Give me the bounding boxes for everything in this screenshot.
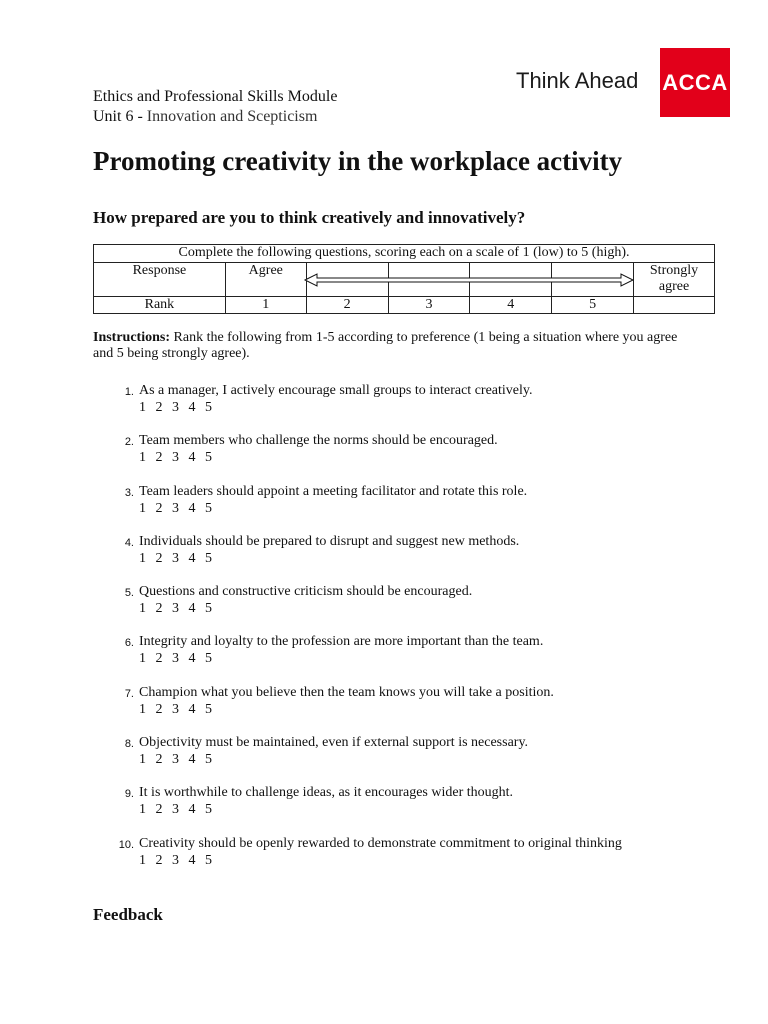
- item-text: Champion what you believe then the team knows you will take a position.: [139, 684, 554, 700]
- item-rank-options: 1 2 3 4 5: [139, 450, 212, 466]
- item-text: Team leaders should appoint a meeting facilitator and rotate this role.: [139, 483, 528, 499]
- item-rank-options: 1 2 3 4 5: [139, 752, 212, 768]
- unit-name: Innovation and Scepticism: [146, 108, 318, 125]
- item-rank-options: 1 2 3 4 5: [139, 601, 212, 617]
- acca-logo-text: ACCA: [662, 69, 728, 95]
- scale-table-header: Complete the following questions, scoring each on a scale of 1 (low) to 5 (high).: [94, 245, 715, 263]
- item-text: As a manager, I actively encourage small groups to interact creatively.: [139, 383, 533, 398]
- item-number: 2.: [124, 436, 134, 449]
- double-arrow-icon: [303, 273, 635, 287]
- response-label: Response: [94, 263, 226, 297]
- item-number: 9.: [124, 788, 134, 801]
- rank-value-empty: [634, 297, 715, 314]
- rank-value: 4: [470, 297, 552, 314]
- agree-label: Agree: [225, 263, 306, 297]
- strongly-label-2: agree: [658, 279, 690, 294]
- item-rank-options: 1 2 3 4 5: [139, 701, 212, 717]
- strongly-label: Strongly: [649, 263, 699, 278]
- item-number: 7.: [124, 687, 134, 700]
- instructions: [93, 330, 693, 362]
- instructions-label: Instructions:: [93, 330, 171, 345]
- item-number: 10.: [118, 838, 134, 851]
- item-text: Integrity and loyalty to the profession are more important than the team.: [139, 634, 544, 650]
- item-number: 4.: [124, 536, 134, 549]
- rank-value: 1: [225, 297, 306, 314]
- section-subtitle: How prepared are you to think creatively and innovatively?: [93, 208, 526, 227]
- acca-logo: [660, 48, 730, 117]
- rank-value: 3: [388, 297, 470, 314]
- unit-line: [93, 107, 317, 127]
- rank-label: Rank: [94, 297, 226, 314]
- item-text: Objectivity must be maintained, even if external support is necessary.: [139, 735, 529, 751]
- item-number: 1.: [124, 386, 134, 398]
- item-text: Team members who challenge the norms should be encouraged.: [139, 433, 498, 449]
- item-number: 3.: [124, 486, 134, 499]
- item-text: Individuals should be prepared to disrupt and suggest new methods.: [139, 533, 520, 549]
- instructions-text: Rank the following from 1-5 according to preference (1 being a situation where you agree and 5 being strongly agree).: [93, 330, 678, 361]
- strongly-agree-label: [634, 263, 715, 297]
- item-number: 5.: [124, 587, 134, 600]
- item-text: Questions and constructive criticism should be encouraged.: [139, 584, 473, 600]
- item-number: 6.: [124, 637, 134, 650]
- item-text: It is worthwhile to challenge ideas, as it encourages wider thought.: [139, 785, 514, 801]
- item-text: Creativity should be openly rewarded to demonstrate commitment to original thinking: [139, 835, 622, 851]
- page-title: Promoting creativity in the workplace activity: [93, 146, 623, 176]
- feedback-heading: Feedback: [93, 905, 163, 924]
- item-rank-options: 1 2 3 4 5: [139, 802, 212, 818]
- item-number: 8.: [124, 738, 134, 751]
- item-rank-options: 1 2 3 4 5: [139, 400, 212, 415]
- item-rank-options: 1 2 3 4 5: [139, 852, 212, 868]
- item-rank-options: 1 2 3 4 5: [139, 651, 212, 667]
- item-rank-options: 1 2 3 4 5: [139, 500, 212, 516]
- brand-tagline: Think Ahead: [516, 68, 639, 93]
- item-rank-options: 1 2 3 4 5: [139, 550, 212, 566]
- rank-value: 2: [306, 297, 388, 314]
- unit-prefix: Unit 6 -: [93, 108, 147, 125]
- rank-value: 5: [552, 297, 634, 314]
- module-name: Ethics and Professional Skills Module: [93, 88, 338, 105]
